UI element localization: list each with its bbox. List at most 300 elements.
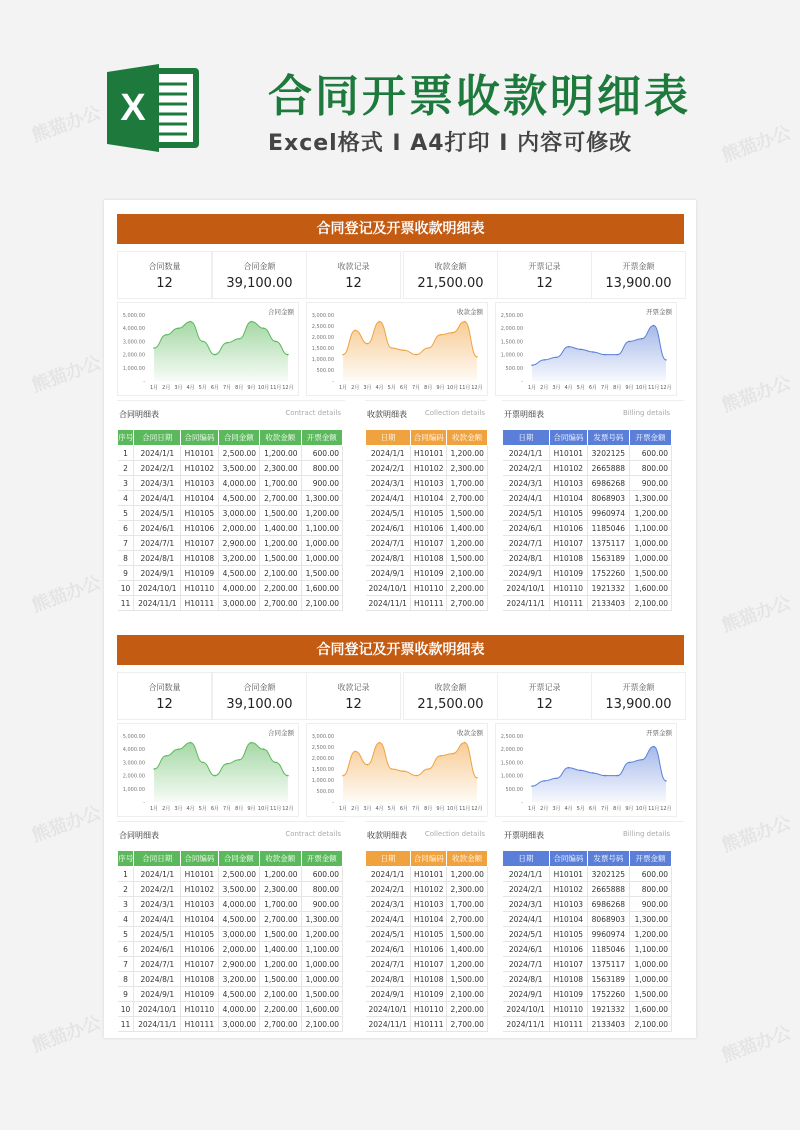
table-cell: 1,300.00	[629, 491, 671, 506]
data-point	[440, 755, 442, 757]
watermark-text: 熊猫办公	[719, 372, 794, 417]
table-cell: 2024/5/1	[366, 927, 411, 942]
data-point	[531, 785, 533, 787]
watermark-text: 熊猫办公	[29, 1012, 104, 1057]
table-row	[366, 927, 488, 942]
table-cell: 2024/1/1	[134, 867, 181, 882]
table-cell: 2024/10/1	[134, 1002, 181, 1017]
table-cell: 2024/4/1	[366, 491, 411, 506]
table-row	[366, 897, 488, 912]
table-cell: 2,200.00	[260, 1002, 301, 1017]
x-tick-label: 2月	[351, 806, 360, 812]
data-point	[616, 775, 618, 777]
table-row	[366, 1002, 488, 1017]
x-tick-label: 5月	[576, 385, 585, 391]
table-cell: 5	[118, 927, 134, 942]
kpi-card	[212, 672, 307, 720]
table-cell: 2,300.00	[260, 882, 301, 897]
table-cell: 900.00	[629, 897, 671, 912]
table-cell: H10110	[549, 581, 587, 596]
section-banner: 合同登记及开票收款明细表	[117, 214, 684, 244]
page-subtitle: Excel格式 I A4打印 I 内容可修改	[268, 131, 633, 156]
table-row	[118, 566, 343, 581]
table-row	[366, 942, 488, 957]
table-cell: 2,100.00	[301, 596, 342, 611]
x-tick-label: 3月	[552, 806, 561, 812]
table-cell: 2024/3/1	[503, 476, 550, 491]
table-row	[118, 897, 343, 912]
column-header: 收款金额	[260, 430, 301, 446]
table-cell: 1,000.00	[629, 536, 671, 551]
table-row	[503, 942, 672, 957]
panel-title: 开票明细表	[504, 410, 544, 419]
excel-logo-icon	[103, 58, 203, 158]
table-cell: 2,700.00	[447, 491, 487, 506]
table-row	[503, 521, 672, 536]
table-cell: H10106	[181, 942, 218, 957]
page-title: 合同开票收款明细表	[268, 71, 691, 122]
column-header: 开票金额	[301, 851, 342, 867]
table-row	[503, 867, 672, 882]
table-cell: 2024/8/1	[134, 972, 181, 987]
data-point	[354, 751, 356, 753]
column-header: 序号	[118, 851, 134, 867]
table-cell: 4,500.00	[218, 987, 259, 1002]
y-tick-label: 2,000.00	[500, 326, 523, 333]
data-point	[251, 742, 253, 744]
table-cell: H10105	[549, 927, 587, 942]
kpi-label: 合同金额	[243, 683, 276, 692]
table-cell: 2024/9/1	[134, 566, 181, 581]
x-tick-label: 3月	[174, 806, 183, 812]
table-cell: 1375117	[587, 536, 629, 551]
table-row	[366, 446, 488, 461]
x-tick-label: 5月	[576, 806, 585, 812]
table-cell: 1563189	[587, 972, 629, 987]
table-cell: 2,500.00	[218, 446, 259, 461]
table-cell: H10108	[549, 551, 587, 566]
table-cell: 1,200.00	[260, 867, 301, 882]
x-tick-label: 9月	[436, 385, 445, 391]
table-row	[503, 897, 672, 912]
y-tick-label: 5,000.00	[122, 313, 145, 319]
billing-panel	[502, 400, 684, 615]
column-header: 日期	[366, 430, 411, 446]
kpi-label: 开票记录	[528, 683, 561, 692]
x-tick-label: 12月	[471, 806, 483, 812]
table-cell: 2024/2/1	[134, 882, 181, 897]
table-cell: 3	[118, 897, 134, 912]
kpi-card	[212, 251, 307, 299]
table-cell: H10106	[410, 942, 447, 957]
table-cell: 11	[118, 596, 134, 611]
table-cell: 1,700.00	[447, 897, 487, 912]
table-row	[503, 1017, 672, 1032]
table-cell: 1,300.00	[301, 912, 342, 927]
table-cell: 1,500.00	[260, 972, 301, 987]
panel-subtitle: Contract details	[285, 830, 341, 838]
table-cell: 2,700.00	[447, 912, 487, 927]
table-cell: 9960974	[587, 927, 629, 942]
table-cell: 2,900.00	[218, 536, 259, 551]
table-cell: H10107	[549, 536, 587, 551]
data-point	[391, 768, 393, 770]
table-cell: H10105	[410, 927, 447, 942]
svg-text:X: X	[120, 87, 146, 129]
table-cell: 1,500.00	[629, 566, 671, 581]
table-cell: H10108	[181, 551, 218, 566]
table-row	[366, 476, 488, 491]
table-row	[503, 912, 672, 927]
x-tick-label: 10月	[635, 385, 648, 391]
watermark-text: 熊猫办公	[29, 102, 104, 147]
data-point	[263, 327, 265, 329]
data-point	[391, 347, 393, 349]
table-row	[118, 446, 343, 461]
table-cell: 1,200.00	[447, 446, 487, 461]
table-row	[118, 491, 343, 506]
table-cell: 4,000.00	[218, 581, 259, 596]
x-tick-label: 3月	[363, 385, 372, 391]
contract-table	[117, 429, 343, 611]
column-header: 收款金额	[260, 851, 301, 867]
x-tick-label: 8月	[424, 806, 433, 812]
table-cell: 3,000.00	[218, 506, 259, 521]
table-cell: 1,500.00	[447, 551, 487, 566]
table-cell: 2,100.00	[301, 1017, 342, 1032]
billing-panel	[502, 821, 684, 1036]
table-cell: 3,000.00	[218, 927, 259, 942]
table-cell: 2024/4/1	[503, 912, 550, 927]
table-row	[503, 1002, 672, 1017]
table-cell: H10104	[549, 912, 587, 927]
x-tick-label: 2月	[351, 385, 360, 391]
table-cell: H10104	[549, 491, 587, 506]
table-cell: H10107	[181, 536, 218, 551]
data-point	[202, 341, 204, 343]
kpi-label: 合同数量	[148, 262, 181, 271]
table-cell: 2024/6/1	[366, 521, 411, 536]
table-cell: 2024/8/1	[134, 551, 181, 566]
data-point	[251, 321, 253, 323]
table-cell: 1,200.00	[301, 927, 342, 942]
table-row	[118, 912, 343, 927]
table-row	[366, 581, 488, 596]
data-point	[452, 332, 454, 334]
collection-table	[365, 429, 488, 611]
table-cell: H10102	[181, 882, 218, 897]
table-cell: 2024/6/1	[503, 521, 550, 536]
y-tick-label: 2,500.00	[500, 313, 523, 319]
table-cell: H10111	[181, 1017, 218, 1032]
table-cell: 2024/7/1	[134, 957, 181, 972]
collection-panel	[365, 400, 487, 615]
kpi-card	[117, 251, 212, 299]
column-header: 合同编码	[410, 851, 447, 867]
table-cell: 8	[118, 972, 134, 987]
x-tick-label: 10月	[257, 806, 270, 812]
table-cell: 6986268	[587, 476, 629, 491]
table-cell: 2024/2/1	[134, 461, 181, 476]
x-tick-label: 6月	[588, 385, 598, 391]
x-tick-label: 10月	[446, 385, 459, 391]
table-cell: 10	[118, 581, 134, 596]
data-point	[214, 354, 216, 356]
table-cell: 2,100.00	[447, 987, 487, 1002]
x-tick-label: 10月	[635, 806, 648, 812]
kpi-value: 12	[536, 697, 553, 712]
y-tick-label: 1,000.00	[122, 786, 145, 793]
data-point	[226, 763, 228, 765]
table-cell: 2024/7/1	[503, 957, 550, 972]
data-point	[543, 359, 545, 361]
x-tick-label: 2月	[162, 806, 171, 812]
table-row	[366, 461, 488, 476]
table-cell: 2024/3/1	[134, 897, 181, 912]
column-header: 合同日期	[134, 430, 181, 446]
table-cell: 2024/7/1	[503, 536, 550, 551]
table-cell: 800.00	[629, 461, 671, 476]
table-cell: H10108	[549, 972, 587, 987]
data-point	[238, 338, 240, 340]
kpi-value: 12	[345, 697, 362, 712]
collection-table	[365, 850, 488, 1032]
table-cell: 2665888	[587, 461, 629, 476]
x-tick-label: 10月	[446, 806, 459, 812]
data-point	[452, 753, 454, 755]
table-cell: 1,600.00	[629, 581, 671, 596]
data-point	[287, 354, 289, 356]
table-cell: 1,100.00	[629, 521, 671, 536]
table-cell: 2133403	[587, 1017, 629, 1032]
table-cell: H10101	[181, 446, 218, 461]
kpi-label: 开票金额	[622, 683, 655, 692]
table-cell: 2024/1/1	[366, 867, 411, 882]
x-tick-label: 12月	[471, 385, 483, 391]
table-cell: 2024/8/1	[366, 972, 411, 987]
x-tick-label: 5月	[387, 385, 396, 391]
table-cell: 8	[118, 551, 134, 566]
table-cell: 2,100.00	[260, 987, 301, 1002]
x-tick-label: 1月	[338, 806, 348, 812]
table-cell: 1185046	[587, 521, 629, 536]
table-cell: 2024/4/1	[134, 491, 181, 506]
data-point	[556, 777, 558, 779]
table-cell: 8068903	[587, 912, 629, 927]
column-header: 收款金额	[447, 430, 487, 446]
table-cell: 2024/4/1	[366, 912, 411, 927]
spreadsheet-preview	[104, 200, 696, 1038]
y-tick-label: -	[332, 800, 334, 806]
table-cell: 2024/6/1	[366, 942, 411, 957]
data-point	[287, 775, 289, 777]
column-header: 发票号码	[587, 430, 629, 446]
table-cell: 2024/5/1	[134, 506, 181, 521]
table-cell: 1,400.00	[260, 521, 301, 536]
data-point	[556, 356, 558, 358]
x-tick-label: 7月	[600, 806, 610, 812]
table-cell: 900.00	[301, 476, 342, 491]
table-row	[118, 476, 343, 491]
chart-svg	[118, 724, 298, 816]
chart-title: 收款金额	[457, 729, 483, 737]
table-cell: H10105	[181, 506, 218, 521]
watermark-text: 熊猫办公	[719, 592, 794, 637]
x-tick-label: 11月	[459, 806, 471, 812]
kpi-label: 合同金额	[243, 262, 276, 271]
table-cell: 1,100.00	[301, 521, 342, 536]
table-row	[503, 461, 672, 476]
panel-subtitle: Contract details	[285, 409, 341, 417]
table-row	[366, 867, 488, 882]
kpi-value: 13,900.00	[605, 697, 672, 712]
panel-subtitle: Billing details	[622, 830, 670, 838]
table-cell: H10110	[181, 1002, 218, 1017]
data-point	[531, 364, 533, 366]
billing-table	[502, 850, 672, 1032]
table-cell: 2024/11/1	[503, 596, 550, 611]
table-cell: 2024/6/1	[134, 942, 181, 957]
x-tick-label: 4月	[375, 806, 384, 812]
table-cell: H10105	[549, 506, 587, 521]
table-row	[118, 942, 343, 957]
data-point	[153, 768, 155, 770]
table-cell: 1,000.00	[629, 972, 671, 987]
billing-table	[502, 429, 672, 611]
table-row	[503, 581, 672, 596]
y-tick-label: 2,500.00	[311, 745, 334, 751]
table-cell: H10111	[410, 1017, 447, 1032]
table-row	[118, 1002, 343, 1017]
table-cell: 2024/3/1	[366, 897, 411, 912]
table-row	[118, 972, 343, 987]
column-header: 日期	[366, 851, 411, 867]
data-point	[604, 354, 606, 356]
data-point	[427, 347, 429, 349]
data-point	[580, 770, 582, 772]
table-cell: H10103	[410, 476, 447, 491]
table-row	[366, 596, 488, 611]
table-cell: H10105	[410, 506, 447, 521]
data-point	[476, 777, 478, 779]
table-cell: 1921332	[587, 581, 629, 596]
table-cell: 2024/1/1	[503, 446, 550, 461]
panel-title: 合同明细表	[119, 410, 159, 419]
x-tick-label: 11月	[459, 385, 471, 391]
chart-title: 开票金额	[646, 308, 672, 316]
data-point	[275, 762, 277, 764]
y-tick-label: -	[521, 379, 523, 385]
table-cell: 4,000.00	[218, 476, 259, 491]
x-tick-label: 3月	[174, 385, 183, 391]
x-tick-label: 4月	[186, 385, 195, 391]
table-row	[118, 987, 343, 1002]
table-cell: 2024/4/1	[134, 912, 181, 927]
table-cell: H10101	[181, 867, 218, 882]
table-cell: 2024/2/1	[366, 461, 411, 476]
table-row	[503, 476, 672, 491]
panel-subtitle: Billing details	[622, 409, 670, 417]
x-tick-label: 7月	[411, 806, 421, 812]
table-cell: 6986268	[587, 897, 629, 912]
y-tick-label: 2,000.00	[311, 335, 334, 341]
kpi-label: 收款金额	[434, 683, 467, 692]
column-header: 开票金额	[629, 430, 671, 446]
data-point	[275, 341, 277, 343]
x-tick-label: 7月	[411, 385, 421, 391]
table-cell: 1,200.00	[447, 957, 487, 972]
x-tick-label: 12月	[282, 385, 294, 391]
panel-title: 开票明细表	[504, 831, 544, 840]
table-cell: 600.00	[629, 446, 671, 461]
table-cell: 1,000.00	[301, 551, 342, 566]
table-cell: 2024/10/1	[503, 1002, 550, 1017]
data-point	[543, 780, 545, 782]
table-cell: 3202125	[587, 867, 629, 882]
table-cell: 800.00	[301, 882, 342, 897]
table-cell: H10108	[410, 972, 447, 987]
chart-svg	[307, 303, 487, 395]
data-point	[165, 334, 167, 336]
table-cell: 2,700.00	[447, 1017, 487, 1032]
table-cell: 2024/7/1	[134, 536, 181, 551]
area-chart	[306, 723, 488, 817]
data-point	[616, 354, 618, 356]
kpi-label: 开票金额	[622, 262, 655, 271]
data-point	[367, 343, 369, 345]
x-tick-label: 6月	[210, 806, 220, 812]
table-cell: 3,500.00	[218, 882, 259, 897]
table-row	[503, 506, 672, 521]
table-cell: 2024/4/1	[503, 491, 550, 506]
table-cell: 1,500.00	[260, 927, 301, 942]
data-point	[464, 742, 466, 744]
y-tick-label: 2,000.00	[122, 773, 145, 780]
table-row	[118, 957, 343, 972]
data-point	[641, 759, 643, 761]
data-point	[202, 762, 204, 764]
watermark-text: 熊猫办公	[29, 352, 104, 397]
y-tick-label: 1,000.00	[311, 778, 334, 784]
y-tick-label: 5,000.00	[122, 734, 145, 740]
table-cell: 1,500.00	[447, 927, 487, 942]
column-header: 合同金额	[218, 851, 259, 867]
table-cell: 2024/11/1	[366, 1017, 411, 1032]
x-tick-label: 8月	[235, 806, 244, 812]
chart-title: 开票金额	[646, 729, 672, 737]
column-header: 合同日期	[134, 851, 181, 867]
table-cell: H10107	[410, 536, 447, 551]
y-tick-label: 2,000.00	[500, 747, 523, 754]
y-tick-label: -	[143, 379, 145, 385]
contract-panel	[117, 400, 345, 615]
x-tick-label: 6月	[399, 385, 409, 391]
kpi-label: 收款记录	[337, 683, 370, 692]
table-cell: H10109	[549, 987, 587, 1002]
area-chart	[117, 723, 299, 817]
y-tick-label: 2,500.00	[311, 324, 334, 330]
table-cell: 2024/3/1	[503, 897, 550, 912]
table-cell: 10	[118, 1002, 134, 1017]
table-cell: H10103	[181, 476, 218, 491]
table-cell: H10111	[410, 596, 447, 611]
watermark-text: 熊猫办公	[29, 802, 104, 847]
table-cell: 6	[118, 521, 134, 536]
table-row	[503, 957, 672, 972]
table-cell: 4	[118, 491, 134, 506]
table-cell: H10101	[549, 867, 587, 882]
table-cell: 1,000.00	[629, 957, 671, 972]
